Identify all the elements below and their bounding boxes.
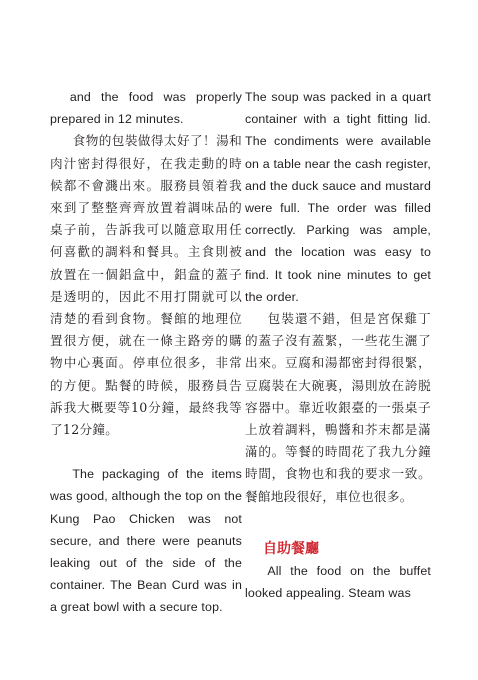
left-paragraph-chinese: 食物的包裝做得太好了！湯和肉汁密封得很好，在我走動的時候都不會濺出來。服務員領着我來到了整整齊齊放置着調味品的桌子前，告訴我可以隨意取用任何喜歡的調料和餐具。主食則被放置在一個鋁盒中，鋁盒的蓋子是透明的，因此不用打開就可以清楚的看到食物。餐館的地理位置很方便，就在一條主路旁的購物中心裏面。停車位很多，非常的方便。點餐的時候，服務員告訴我大概要等10分鐘，最終我等了12分鐘。 (50, 133, 242, 438)
right-column (245, 86, 431, 604)
paragraph-gap (50, 441, 242, 463)
paragraph-gap (245, 508, 431, 538)
section-heading: 自助餐廳 (263, 540, 319, 557)
left-paragraph-english-2: The packaging of the items was good, although the top on the Kung Pao Chicken was not secure, and there were peanuts leaking out of the side of the container. The Bean Curd was in a great bowl with a secure top. (50, 467, 242, 615)
left-paragraph-english-1: and the food was properly prepared in 12 minutes. (50, 90, 242, 127)
right-paragraph-english-2: All the food on the buffet looked appealing. Steam was (245, 563, 431, 601)
left-column (50, 86, 242, 619)
right-paragraph-chinese: 包裝還不錯，但是宮保雞丁的蓋子沒有蓋緊，一些花生灑了出來。豆腐和湯都密封得很緊，豆腐裝在大碗裏，湯則放在誇脱容器中。靠近收銀臺的一張桌子上放着調料，鴨醬和芥末都是滿滿的。等餐的時間花了我九分鐘時間，食物也和我的要求一致。餐館地段很好，車位也很多。 (245, 311, 431, 504)
right-paragraph-english-1: The soup was packed in a quart container with a tight fitting lid. The condiments were available on a table near the cash register, and the duck sauce and mustard were full. The order was filled correctly. Parking was ample, and the location was easy to find. It took nine minutes to get the order. (245, 90, 431, 304)
